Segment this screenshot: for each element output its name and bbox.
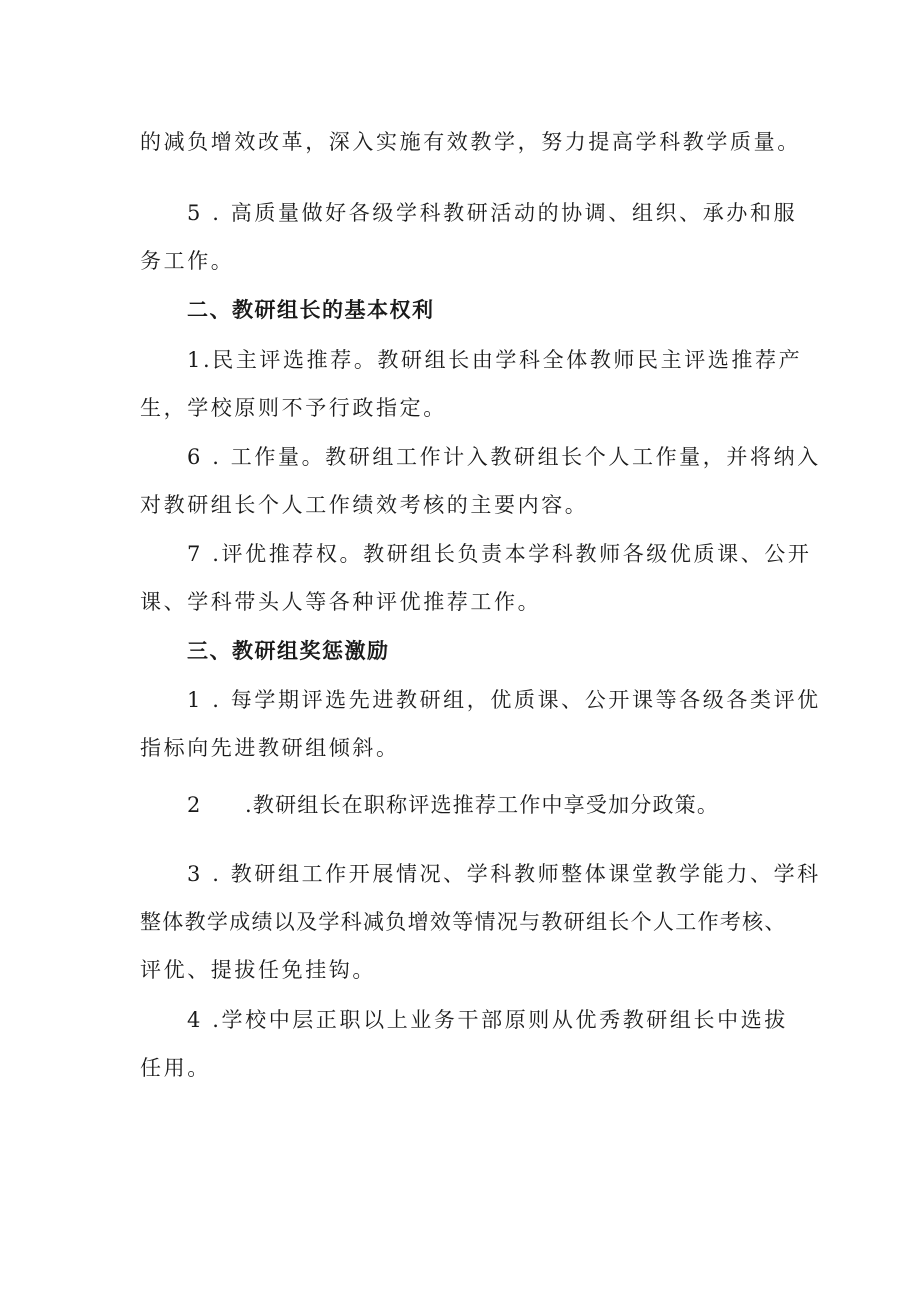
paragraph-item-5-line-1: 5 . 高质量做好各级学科教研活动的协调、组织、承办和服 bbox=[187, 201, 798, 225]
paragraph-incentive-2-number: 2 bbox=[187, 793, 201, 817]
section-heading-rights: 二、教研组长的基本权利 bbox=[187, 298, 435, 322]
paragraph-incentive-3-line-2: 整体教学成绩以及学科减负增效等情况与教研组长个人工作考核、 bbox=[140, 910, 787, 934]
paragraph-rights-1-line-2: 生，学校原则不予行政指定。 bbox=[140, 396, 447, 420]
paragraph-incentive-1-line-2: 指标向先进教研组倾斜。 bbox=[140, 736, 400, 760]
paragraph-continuation-line-1: 的减负增效改革，深入实施有效教学，努力提高学科教学质量。 bbox=[140, 130, 801, 154]
paragraph-incentive-3-line-1: 3 . 教研组工作开展情况、学科教师整体课堂教学能力、学科 bbox=[187, 862, 821, 886]
paragraph-incentive-3-line-3: 评优、提拔任免挂钩。 bbox=[140, 958, 376, 982]
paragraph-incentive-2-line-1: .教研组长在职称评选推荐工作中享受加分政策。 bbox=[245, 793, 720, 817]
paragraph-item-5-line-2: 务工作。 bbox=[140, 249, 235, 273]
section-heading-incentives: 三、教研组奖惩激励 bbox=[187, 639, 390, 663]
paragraph-rights-7-line-2: 课、学科带头人等各种评优推荐工作。 bbox=[140, 590, 542, 614]
paragraph-incentive-4-line-2: 任用。 bbox=[140, 1056, 211, 1080]
paragraph-rights-6-line-2: 对教研组长个人工作绩效考核的主要内容。 bbox=[140, 493, 589, 517]
paragraph-rights-1-line-1: 1.民主评选推荐。教研组长由学科全体教师民主评选推荐产 bbox=[187, 348, 803, 372]
paragraph-rights-7-line-1: 7 .评优推荐权。教研组长负责本学科教师各级优质课、公开 bbox=[187, 542, 812, 566]
paragraph-incentive-1-line-1: 1 . 每学期评选先进教研组，优质课、公开课等各级各类评优 bbox=[187, 688, 821, 712]
paragraph-rights-6-line-1: 6 . 工作量。教研组工作计入教研组长个人工作量，并将纳入 bbox=[187, 445, 821, 469]
paragraph-incentive-4-line-1: 4 .学校中层正职以上业务干部原则从优秀教研组长中选拔 bbox=[187, 1008, 788, 1032]
